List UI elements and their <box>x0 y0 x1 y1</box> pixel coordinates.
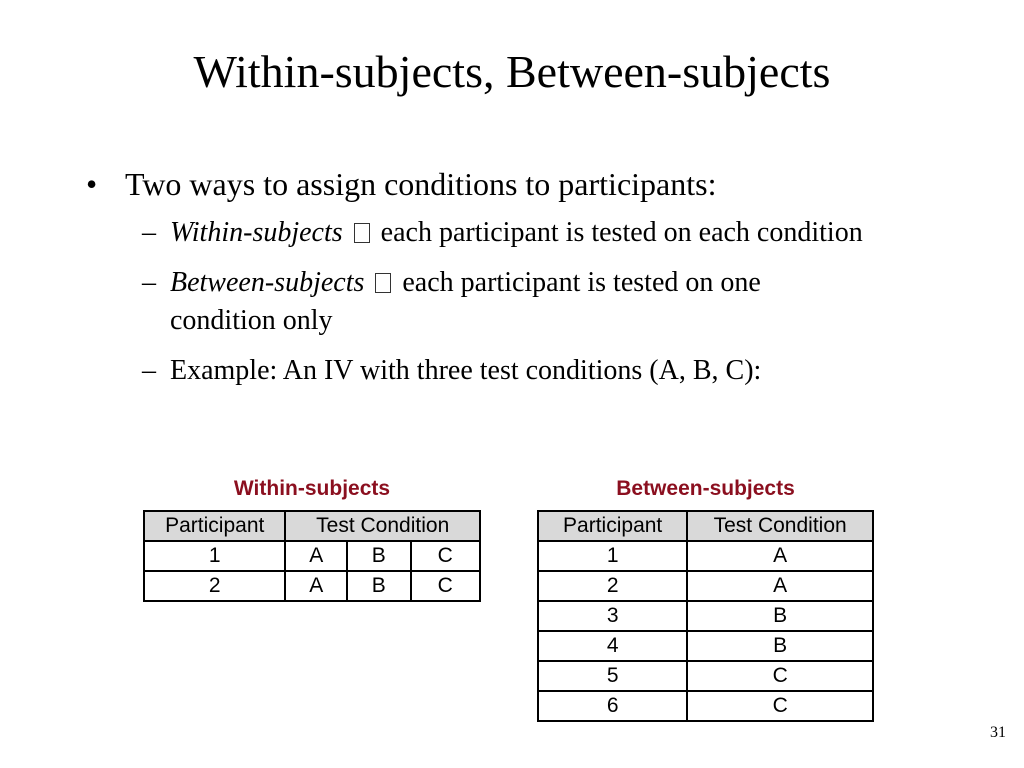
table-cell: 6 <box>538 691 687 721</box>
term-between-subjects: Between-subjects <box>170 267 365 298</box>
within-table-caption: Within-subjects <box>233 477 391 500</box>
table-cell: C <box>687 691 873 721</box>
dash-marker: – <box>142 355 156 386</box>
table-cell: C <box>411 541 481 571</box>
table-cell: A <box>285 571 347 601</box>
table-row <box>538 571 873 601</box>
within-subjects-table <box>143 510 481 602</box>
table-cell: B <box>347 571 411 601</box>
bullet-marker: • <box>86 166 98 202</box>
sub-bullet-example <box>80 352 870 390</box>
table-cell: 4 <box>538 631 687 661</box>
missing-glyph-icon <box>354 223 370 243</box>
slide-title: Within-subjects, Between-subjects <box>193 46 831 97</box>
sub-bullet-text: Example: An IV with three test conditions (A, B, C): <box>170 355 762 386</box>
dash-marker: – <box>142 267 156 298</box>
table-cell: 5 <box>538 661 687 691</box>
column-header: Participant <box>144 511 285 541</box>
bullet-list <box>80 160 940 402</box>
table-cell: B <box>347 541 411 571</box>
column-header: Test Condition <box>687 511 873 541</box>
page-number: 31 <box>990 724 1006 741</box>
table-cell: C <box>687 661 873 691</box>
column-header: Participant <box>538 511 687 541</box>
sub-bullet-within <box>80 214 870 252</box>
table-cell: 3 <box>538 601 687 631</box>
between-table-caption: Between-subjects <box>616 477 795 500</box>
table-header-row <box>538 511 873 541</box>
table-cell: A <box>687 541 873 571</box>
sub-bullet-list <box>80 214 940 390</box>
table-row <box>144 541 480 571</box>
table-cell: B <box>687 601 873 631</box>
table-cell: 2 <box>144 571 285 601</box>
table-cell: A <box>687 571 873 601</box>
table-cell: A <box>285 541 347 571</box>
table-row <box>538 631 873 661</box>
term-within-subjects: Within-subjects <box>170 217 343 248</box>
between-subjects-table <box>537 510 874 722</box>
dash-marker: – <box>142 217 156 248</box>
table-cell: B <box>687 631 873 661</box>
missing-glyph-icon <box>375 273 391 293</box>
sub-bullet-text: each participant is tested on each condition <box>380 217 863 248</box>
sub-bullet-text: each participant is tested on one condition only <box>170 267 761 336</box>
bullet-item <box>80 160 940 208</box>
table-cell: 2 <box>538 571 687 601</box>
table-row <box>538 541 873 571</box>
column-header: Test Condition <box>285 511 480 541</box>
table-cell: 1 <box>538 541 687 571</box>
table-row <box>144 571 480 601</box>
table-row <box>538 661 873 691</box>
bullet-text: Two ways to assign conditions to participants: <box>125 166 717 202</box>
table-cell: 1 <box>144 541 285 571</box>
table-row <box>538 601 873 631</box>
table-row <box>538 691 873 721</box>
sub-bullet-between <box>80 264 870 340</box>
table-header-row <box>144 511 480 541</box>
table-cell: C <box>411 571 481 601</box>
